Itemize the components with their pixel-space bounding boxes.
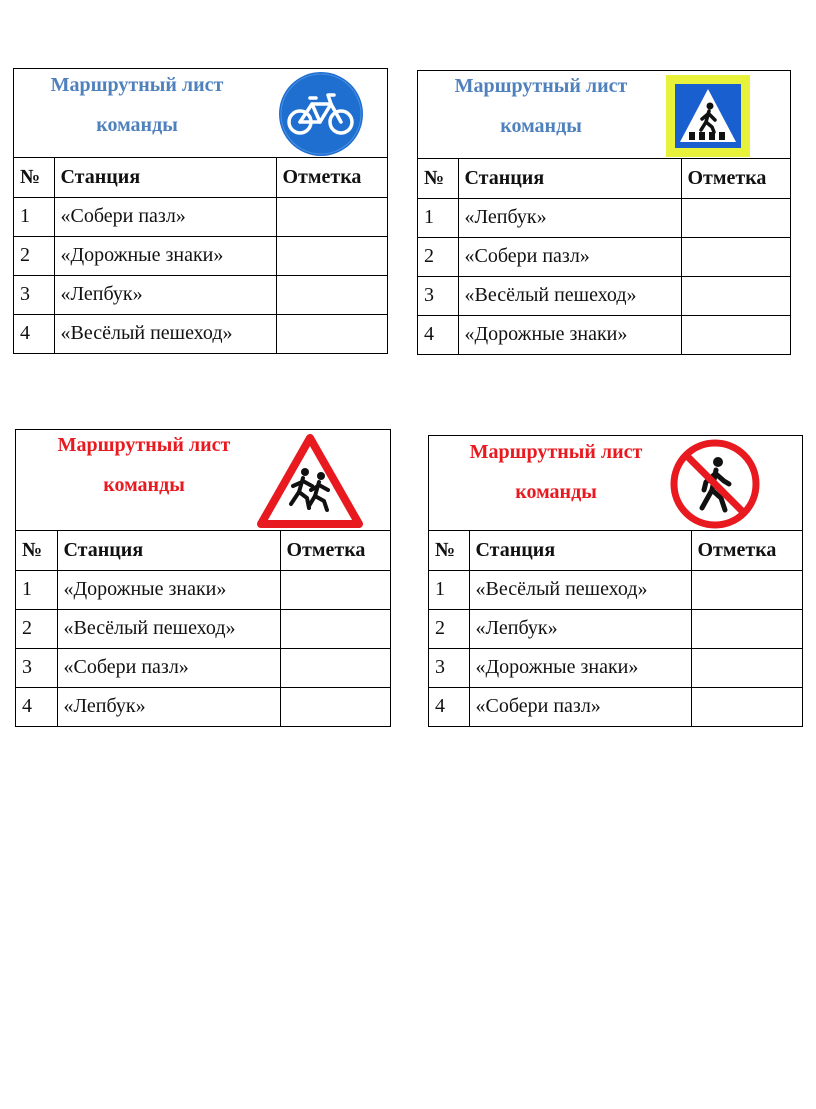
col-station-header: Станция [54,158,276,197]
card-header [14,69,387,158]
card-title [17,65,257,145]
table-row [418,315,790,354]
row-number: 1 [16,570,57,609]
card-header [16,430,390,531]
table-row [418,276,790,315]
row-number: 3 [14,275,54,314]
row-station: «Собери пазл» [57,648,280,687]
row-station: «Собери пазл» [54,197,276,236]
table-row [429,648,802,687]
table-row [418,198,790,237]
row-station: «Собери пазл» [469,687,691,726]
row-mark-cell[interactable] [280,609,390,648]
row-station: «Лепбук» [57,687,280,726]
card-title [24,425,264,505]
row-mark-cell[interactable] [691,570,802,609]
row-number: 2 [14,236,54,275]
row-station: «Дорожные знаки» [469,648,691,687]
table-row [418,237,790,276]
table-row [429,609,802,648]
col-mark-header: Отметка [691,531,802,570]
card-title [436,432,676,512]
row-mark-cell[interactable] [681,315,790,354]
stations-table [429,531,802,726]
card-title-line2: команды [103,474,185,496]
table-row [16,648,390,687]
row-mark-cell[interactable] [276,314,387,353]
row-mark-cell[interactable] [691,648,802,687]
table-row [429,687,802,726]
row-station: «Лепбук» [54,275,276,314]
col-station-header: Станция [458,159,681,198]
stations-table [14,158,387,353]
row-mark-cell[interactable] [691,609,802,648]
col-number-header: № [14,158,54,197]
row-number: 2 [429,609,469,648]
table-row [16,570,390,609]
pedestrian-crossing-sign-icon [665,74,751,158]
table-header-row [14,158,387,197]
table-row [14,275,387,314]
card-title-line1: Маршрутный лист [454,75,628,97]
row-number: 1 [418,198,458,237]
row-station: «Весёлый пешеход» [469,570,691,609]
row-station: «Собери пазл» [458,237,681,276]
route-card-3 [15,429,391,727]
table-row [14,197,387,236]
table-row [429,570,802,609]
no-pedestrians-sign-icon [669,438,761,530]
stations-table [418,159,790,354]
row-station: «Весёлый пешеход» [54,314,276,353]
route-card-2 [417,70,791,355]
route-card-1 [13,68,388,354]
row-mark-cell[interactable] [276,197,387,236]
col-mark-header: Отметка [276,158,387,197]
row-mark-cell[interactable] [276,236,387,275]
card-title [421,66,661,146]
row-number: 3 [418,276,458,315]
card-title-line2: команды [515,481,597,503]
col-station-header: Станция [469,531,691,570]
row-mark-cell[interactable] [681,198,790,237]
col-station-header: Станция [57,531,280,570]
row-number: 4 [16,687,57,726]
card-title-line1: Маршрутный лист [469,441,643,463]
row-mark-cell[interactable] [280,570,390,609]
route-card-4 [428,435,803,727]
table-row [14,314,387,353]
bicycle-path-sign-icon [276,71,366,157]
col-number-header: № [16,531,57,570]
row-mark-cell[interactable] [280,687,390,726]
row-number: 2 [16,609,57,648]
row-mark-cell[interactable] [276,275,387,314]
row-number: 1 [14,197,54,236]
row-station: «Дорожные знаки» [458,315,681,354]
card-title-line1: Маршрутный лист [57,434,231,456]
row-station: «Лепбук» [469,609,691,648]
table-header-row [16,531,390,570]
table-row [16,687,390,726]
col-mark-header: Отметка [681,159,790,198]
children-warning-sign-icon [257,434,363,528]
row-number: 2 [418,237,458,276]
row-mark-cell[interactable] [681,237,790,276]
row-number: 4 [429,687,469,726]
row-number: 4 [14,314,54,353]
row-station: «Лепбук» [458,198,681,237]
row-station: «Дорожные знаки» [54,236,276,275]
row-number: 3 [429,648,469,687]
row-number: 4 [418,315,458,354]
table-row [16,609,390,648]
row-number: 3 [16,648,57,687]
card-header [429,436,802,531]
col-number-header: № [418,159,458,198]
card-title-line2: команды [96,114,178,136]
row-station: «Дорожные знаки» [57,570,280,609]
col-number-header: № [429,531,469,570]
row-station: «Весёлый пешеход» [57,609,280,648]
row-mark-cell[interactable] [681,276,790,315]
row-number: 1 [429,570,469,609]
card-header [418,71,790,159]
table-header-row [429,531,802,570]
stations-table [16,531,390,726]
table-header-row [418,159,790,198]
row-station: «Весёлый пешеход» [458,276,681,315]
table-row [14,236,387,275]
row-mark-cell[interactable] [691,687,802,726]
col-mark-header: Отметка [280,531,390,570]
card-title-line1: Маршрутный лист [50,74,224,96]
row-mark-cell[interactable] [280,648,390,687]
card-title-line2: команды [500,115,582,137]
